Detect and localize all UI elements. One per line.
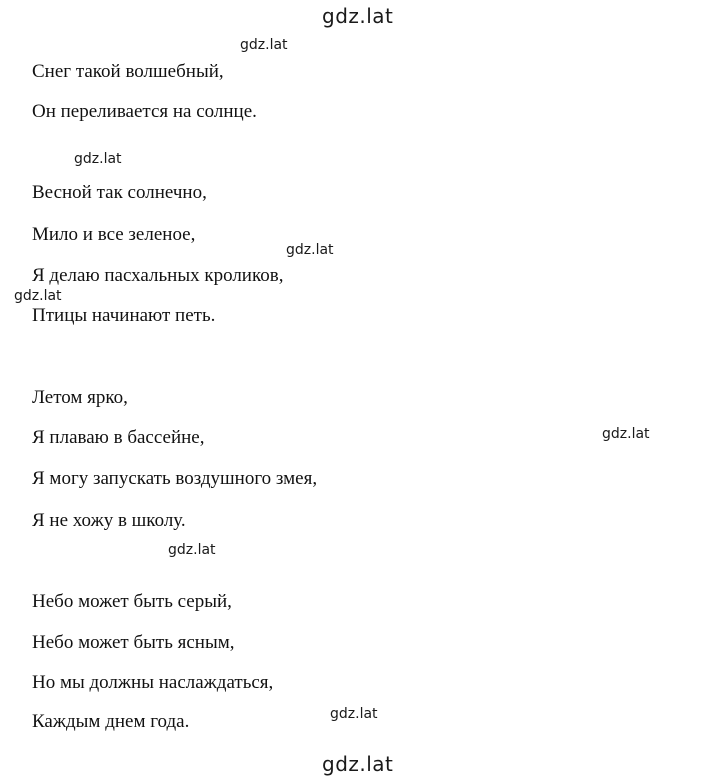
watermark-bottom: gdz.lat xyxy=(322,752,394,776)
poem-line: Я не хожу в школу. xyxy=(32,510,186,531)
poem-line: Мило и все зеленое, xyxy=(32,224,196,245)
poem-line: Он переливается на солнце. xyxy=(32,101,257,122)
watermark: gdz.lat xyxy=(14,288,62,304)
poem-line: Небо может быть ясным, xyxy=(32,632,235,653)
watermark: gdz.lat xyxy=(240,37,288,53)
watermark: gdz.lat xyxy=(330,706,378,722)
poem-line: Снег такой волшебный, xyxy=(32,61,224,82)
watermark: gdz.lat xyxy=(168,542,216,558)
poem-line: Летом ярко, xyxy=(32,387,128,408)
poem-line: Птицы начинают петь. xyxy=(32,305,216,326)
poem-line: Весной так солнечно, xyxy=(32,182,207,203)
watermark: gdz.lat xyxy=(74,151,122,167)
poem-line: Я могу запускать воздушного змея, xyxy=(32,468,318,489)
watermark: gdz.lat xyxy=(286,242,334,258)
poem-line: Каждым днем года. xyxy=(32,711,190,732)
poem-line: Я делаю пасхальных кроликов, xyxy=(32,265,284,286)
poem-line: Я плаваю в бассейне, xyxy=(32,427,205,448)
watermark: gdz.lat xyxy=(602,426,650,442)
watermark-top: gdz.lat xyxy=(322,4,394,28)
poem-line: Но мы должны наслаждаться, xyxy=(32,672,274,693)
poem-line: Небо может быть серый, xyxy=(32,591,232,612)
